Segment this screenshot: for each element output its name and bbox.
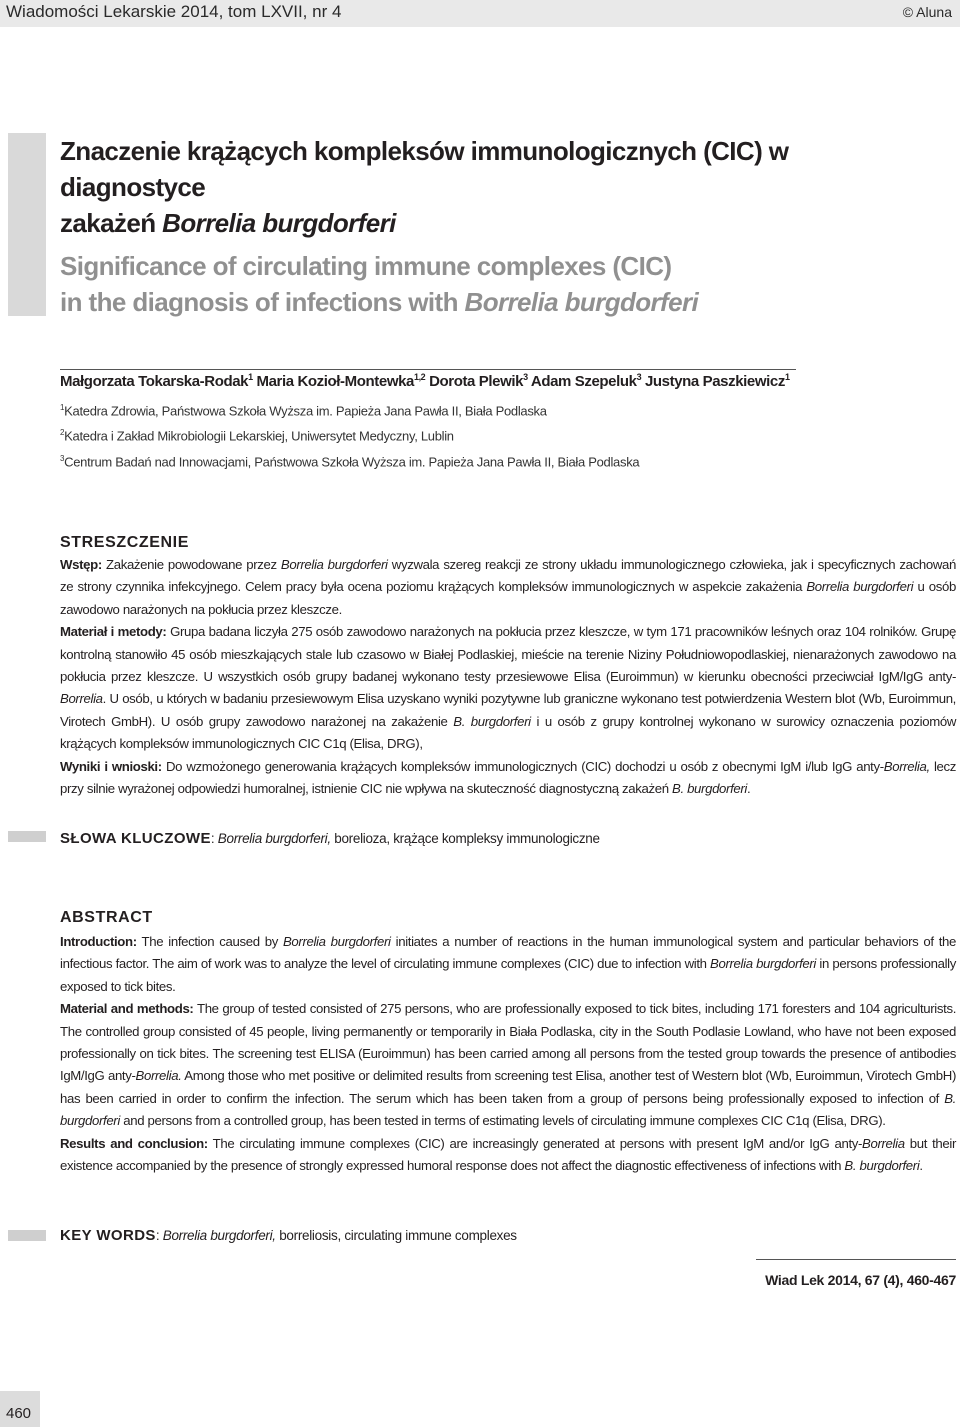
affiliation-item: $^1$Katedra Zdrowia, Państwowa Szkoła Wyższa im. Papieża Jana Pawła II, Biała Podlaska	[60, 403, 547, 419]
affiliations	[60, 397, 940, 473]
keywords-polish: SŁOWA KLUCZOWE: Borrelia burgdorferi, borelioza, krążące kompleksy immunologiczne	[60, 830, 600, 847]
affiliation-item: $^3$Centrum Badań nad Innowacjami, Państwowa Szkoła Wyższa im. Papieża Jana Pawła II, Biała Podlaska	[60, 453, 640, 469]
title-side-band	[8, 133, 46, 316]
authors-rule	[60, 369, 796, 370]
affiliation-item: $^2$Katedra i Zakład Mikrobiologii Lekarskiej, Uniwersytet Medyczny, Lublin	[60, 428, 454, 444]
title-polish: Znaczenie krążących kompleksów immunologicznych (CIC) w diagnostyce zakażeń Borrelia burgdorferi	[60, 136, 789, 238]
running-header	[0, 0, 960, 27]
author: Justyna Paszkiewicz	[644, 373, 785, 390]
abstract-methods: Material and methods: The group of tested consisted of 275 persons, who are professionally exposed to tick bites, including 171 foresters and 104 agriculturists. The controlled group consisted of 45 people, living permanently or temporarily in Biała Podlaska, city in the South Podlasie Lowland, who have not been exposed professionally on tick bites. The screening test ELISA (Euroimmun) has been carried among all persons from the tested group towards the presence of antibodies IgM/IgG anty-Borrelia. Among those who met positive or delimited results from screening test Elisa, another test of Western blot (Wb, Euroimmun, Virotech GmbH) has been carried in order to confirm the infection. The serum which has been taken from a group of persons being professionally exposed to infection of B. burgdorferi and persons from a controlled group, has been tested in terms of estimating levels of circulating immune complexes CIC C1q (Elisa, DRG).	[60, 1001, 957, 1129]
streszczenie-results: Wyniki i wnioski: Do wzmożonego generowania krążących kompleksów immunologicznych (CIC) dochodzi u osób z obecnymi IgM i/lub IgG anty-Borrelia, lecz przy silnie wyrażonej odpowiedzi humoralnej, istnienie CIC nie wpływa na skuteczność diagnostyczną zakażeń B. burgdorferi.	[60, 758, 956, 797]
author: Dorota Plewik	[429, 373, 524, 390]
abstract-results: Results and conclusion: The circulating immune complexes (CIC) are increasingly generated at persons with present IgM and/or IgG anty-Borrelia but their existence accompanied by the presence of strongly expressed humoral response does not affect the diagnostic effectiveness of infections with B. burgdorferi.	[60, 1135, 956, 1174]
citation-rule	[756, 1259, 956, 1260]
streszczenie-heading: STRESZCZENIE	[60, 534, 189, 551]
author: Małgorzata Tokarska-Rodak	[60, 373, 249, 390]
author-list: Małgorzata Tokarska-Rodak$^1$ Maria Kozioł-Montewka$^{1,2}$ Dorota Plewik$^3$ Adam Szepeluk$^3$ Justyna Paszkiewicz$^1$	[60, 372, 790, 390]
author: Adam Szepeluk	[530, 373, 637, 390]
page-number: 460	[6, 1405, 32, 1422]
streszczenie-body	[60, 554, 956, 800]
publisher-copyright: © Aluna	[902, 4, 952, 20]
citation: Wiad Lek 2014, 67 (4), 460-467	[765, 1272, 956, 1288]
abstract-intro: Introduction: The infection caused by Borrelia burgdorferi initiates a number of reactions in the human immunological system and particular behaviors of the infectious factor. The aim of work was to analyze the level of circulating immune complexes (CIC) due to infection with Borrelia burgdorferi in persons professionally exposed to tick bites.	[60, 934, 956, 994]
author: Maria Kozioł-Montewka	[256, 373, 414, 390]
title-english: Significance of circulating immune complexes (CIC) in the diagnosis of infections with Borrelia burgdorferi	[60, 251, 699, 317]
streszczenie-methods: Materiał i metody: Grupa badana liczyła 275 osób zawodowo narażonych na pokłucia przez kleszcze, w tym 171 pracowników leśnych oraz 104 rolników. Grupę kontrolną stanowiło 45 osób mieszkających stale lub czasowo w Białej Podlaskiej, mieście na terenie Niziny Południowopodlaskiej, nienarażonych zawodowo na pokłucia przez kleszcze. U wszystkich osób grupy badanej wykonano testy przesiewowe Elisa (Euroimmun) w kierunku obecności przeciwciał IgM/IgG anty-Borrelia. U osób, u których w badaniu przesiewowym Elisa uzyskano wyniki pozytywne lub graniczne wykonano test potwierdzenia Western blot (Wb, Euroimmun, Virotech GmbH). U osób grupy zawodowo narażonej na zakażenie B. burgdorferi i u osób z grupy kontrolnej wykonano w surowicy oznaczenia poziomów krążących kompleksów immunologicznych CIC C1q (Elisa, DRG),	[60, 624, 956, 752]
journal-name: Wiadomości Lekarskie 2014, tom LXVII, nr 4	[6, 2, 342, 21]
keywords-english: KEY WORDS: Borrelia burgdorferi, borreliosis, circulating immune complexes	[60, 1227, 517, 1244]
keywords-en-marker	[8, 1230, 46, 1241]
keywords-pl-marker	[8, 831, 46, 842]
abstract-body	[60, 931, 956, 1177]
streszczenie-intro: Wstęp: Zakażenie powodowane przez Borrelia burgdorferi wyzwala szereg reakcji ze strony układu immunologicznego człowieka, jak i specyficznych zachowań ze strony czynnika infekcyjnego. Celem pracy była ocena poziomu krążących kompleksów immunologicznych w aspekcie zakażenia Borrelia burgdorferi u osób zawodowo narażonych na pokłucia przez kleszcze.	[60, 557, 956, 617]
abstract-heading: ABSTRACT	[60, 909, 153, 926]
